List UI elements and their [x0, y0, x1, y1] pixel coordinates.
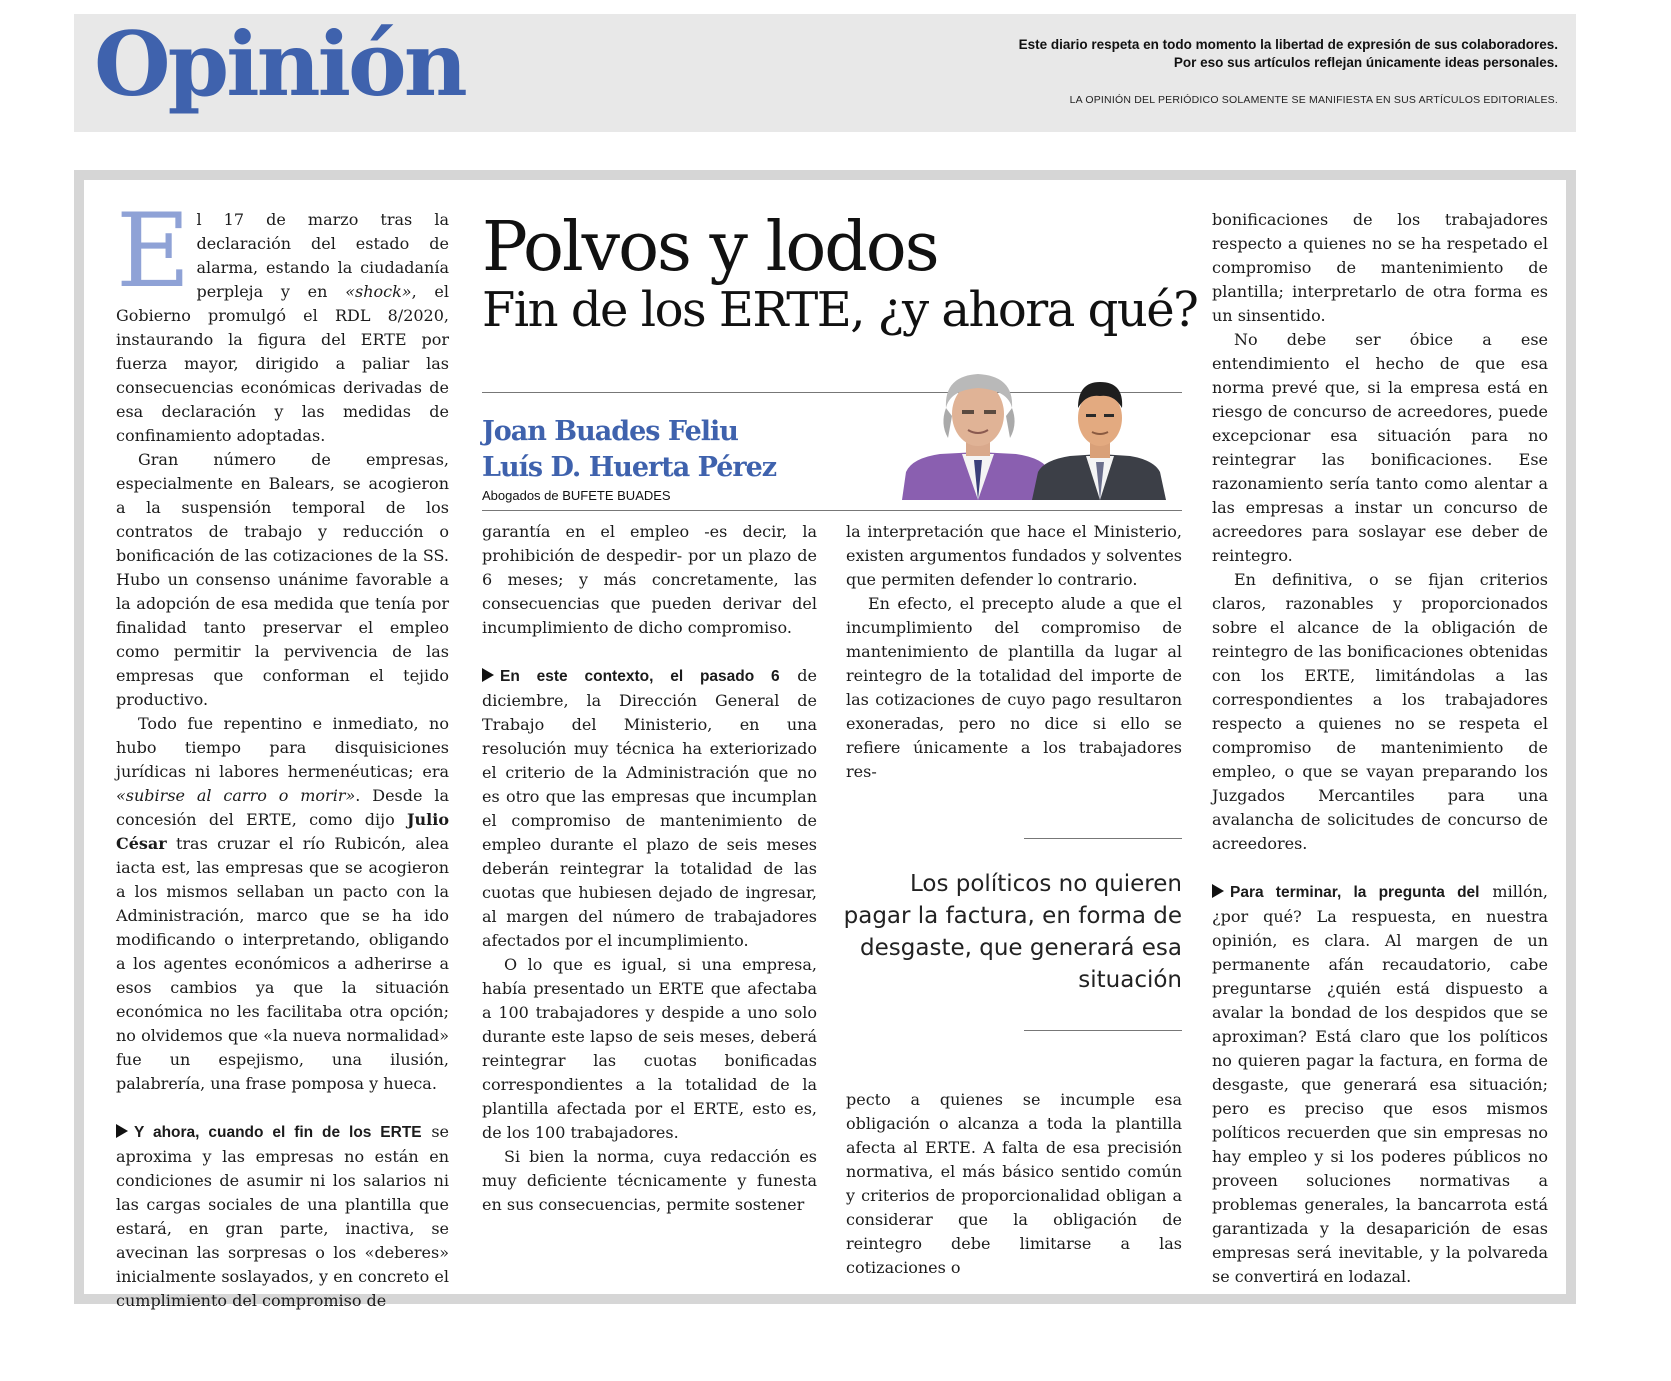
article-title: Polvos y lodos: [482, 208, 938, 287]
paragraph: En efecto, el precepto alude a que el incumplimiento del compromiso de mantenimiento de plantilla da lugar al reintegro de la totalidad del importe de las cotizaciones de cuyo pago resultaron exoneradas, pero no dice si ello se refiere únicamente a los trabajadores res-: [846, 594, 1182, 781]
byline: [482, 414, 776, 486]
lead-in: En este contexto, el pasado 6: [500, 668, 780, 685]
column-4: [1212, 208, 1548, 1289]
drop-cap: E: [116, 192, 191, 311]
byline-rule: [482, 510, 1182, 511]
paragraph: Gran número de empresas, especialmente en Balears, se acogieron a la suspensión temporal de los contratos de trabajo y reducción o bonificación de las cotizaciones de la SS. Hubo un consenso unánime favorable a la adopción de esa medida que tenía por finalidad tanto preservar el empleo como permitir la pervivencia de las empresas que conforman el tejido productivo.: [116, 450, 449, 709]
column-1: [116, 192, 450, 1313]
paragraph: Todo fue repentino e inmediato, no hubo tiempo para disquisiciones jurídicas ni labores hermenéuticas; era «subirse al carro o morir». Desde la concesión del ERTE, como dijo Julio César tras cruzar el río Rubicón, alea iacta est, las empresas que se acogieron a los mismos sellaban un pacto con la Administración, marco que se ha ido modificando o interpretando, obligando a los agentes económicos a adherirse a esos cambios ya que la situación económica no les facilitaba otra opción; no olvidemos que «la nueva normalidad» fue un espejismo, una ilusión, palabrería, una frase pomposa y hueca.: [116, 714, 449, 1093]
author-1: Joan Buades Feliu: [482, 416, 738, 447]
paragraph: El 17 de marzo tras la declaración del estado de alarma, estando la ciudadanía perpleja y en «shock», el Gobierno promulgó el RDL 8/2020, instaurando la figura del ERTE por fuerza mayor, dirigido a paliar las consecuencias económicas derivadas de esa declaración y las medidas de confinamiento adoptadas.: [116, 192, 449, 445]
bullet-triangle-icon: [1212, 884, 1224, 898]
pullquote-rule-bottom: [1024, 1030, 1182, 1031]
paragraph: En definitiva, o se fijan criterios claros, razonables y proporcionados sobre el alcance de la obligación de reintegro de las bonificaciones obtenidas con los ERTE, limitándolas a las correspondientes a los trabajadores respecto a quienes no se respeta el compromiso de mantenimiento de empleo, o que se vayan preparando los Juzgados Mercantiles para una avalancha de solicitudes de concurso de acreedores.: [1212, 570, 1548, 853]
column-2: [482, 520, 817, 1217]
disclaimer-note: LA OPINIÓN DEL PERIÓDICO SOLAMENTE SE MANIFIESTA EN SUS ARTÍCULOS EDITORIALES.: [1069, 94, 1558, 106]
disclaimer-line-1: Este diario respeta en todo momento la libertad de expresión de sus colaboradores.: [1018, 37, 1558, 52]
column-3-top: [846, 520, 1182, 784]
paragraph: En este contexto, el pasado 6 de diciembre, la Dirección General de Trabajo del Ministerio, en una resolución muy técnica ha exteriorizado el criterio de la Administración que no es otro que las empresas que incumplan el compromiso de mantenimiento de empleo durante el plazo de seis meses deberán reintegrar la totalidad de las cuotas que hubiesen dejado de ingresar, al margen del número de trabajadores afectados por el incumplimiento.: [482, 666, 818, 950]
paragraph: Si bien la norma, cuya redacción es muy deficiente técnicamente y funesta en sus consecuencias, permite sostener: [482, 1147, 817, 1214]
bullet-triangle-icon: [482, 668, 494, 682]
paragraph: bonificaciones de los trabajadores respecto a quienes no se ha respetado el compromiso de mantenimiento de plantilla; interpretarlo de otra forma es un sinsentido.: [1212, 210, 1548, 325]
disclaimer: [1019, 36, 1558, 72]
lead-in: Y ahora, cuando el fin de los ERTE: [134, 1124, 422, 1141]
paragraph: No debe ser óbice a ese entendimiento el hecho de que esa norma prevé que, si la empresa está en riesgo de concurso de acreedores, puede excepcionar esa situación para no reintegrar las bonificaciones. Ese razonamiento sería tanto como alentar a las empresas a instar un concurso de acreedores para soslayar ese deber de reintegro.: [1212, 330, 1548, 565]
disclaimer-line-2: Por eso sus artículos reflejan únicamente ideas personales.: [1173, 55, 1558, 70]
paragraph: garantía en el empleo -es decir, la prohibición de despedir- por un plazo de 6 meses; y más concretamente, las consecuencias que pueden derivar del incumplimiento de dicho compromiso.: [482, 522, 817, 637]
paragraph: la interpretación que hace el Ministerio, existen argumentos fundados y solventes que permiten defender lo contrario.: [846, 522, 1182, 589]
section-title: Opinión: [94, 12, 465, 116]
authors-photo: [882, 368, 1178, 500]
pullquote-rule-top: [1024, 838, 1182, 839]
column-3-bottom: [846, 1088, 1182, 1280]
paragraph: O lo que es igual, si una empresa, había presentado un ERTE que afectaba a 100 trabajadores y despide a uno solo durante este lapso de seis meses, deberá reintegrar las cuotas bonificadas correspondientes a la totalidad de la plantilla afectada por el ERTE, esto es, de los 100 trabajadores.: [482, 955, 817, 1142]
paragraph: pecto a quienes se incumple esa obligación o alcanza a toda la plantilla afecta al ERTE. A falta de esa precisión normativa, el más básico sentido común y criterios de proporcionalidad obligan a considerar que la obligación de reintegro debe limitarse a las cotizaciones o: [846, 1090, 1182, 1277]
bullet-triangle-icon: [116, 1124, 128, 1138]
section-header: [74, 14, 1576, 132]
article-frame: [74, 170, 1576, 1310]
author-2: Luís D. Huerta Pérez: [482, 452, 777, 483]
paragraph: Para terminar, la pregunta del millón, ¿por qué? La respuesta, en nuestra opinión, es clara. Al margen de un permanente afán recaudatorio, cabe preguntarse ¿quién está dispuesto a avalar la bondad de los despidos que se aproximan? Está claro que los políticos no quieren pagar la factura, en forma de desgaste, que generará esa situación; pero es preciso que esos mismos políticos recuerden que sin empresas no hay empleo y si los poderes públicos no proveen soluciones normativas a problemas generales, la bancarrota está garantizada y la desaparición de esas empresas será inevitable, y la polvareda se convertirá en lodazal.: [1212, 882, 1548, 1286]
pull-quote: Los políticos no quieren pagar la factura, en forma de desgaste, que generará esa situación: [843, 871, 1182, 993]
article: [84, 180, 1566, 1310]
author-affiliation: Abogados de BUFETE BUADES: [482, 488, 671, 503]
article-subtitle: Fin de los ERTE, ¿y ahora qué?: [482, 282, 1198, 338]
lead-in: Para terminar, la pregunta del: [1230, 884, 1480, 901]
paragraph: Y ahora, cuando el fin de los ERTE se aproxima y las empresas no están en condiciones de asumir ni los salarios ni las cargas sociales de una plantilla que estará, en gran parte, inactiva, se avecinan las sorpresas o los «deberes» inicialmente soslayados, y en concreto el cumplimiento del compromiso de: [116, 1122, 450, 1310]
